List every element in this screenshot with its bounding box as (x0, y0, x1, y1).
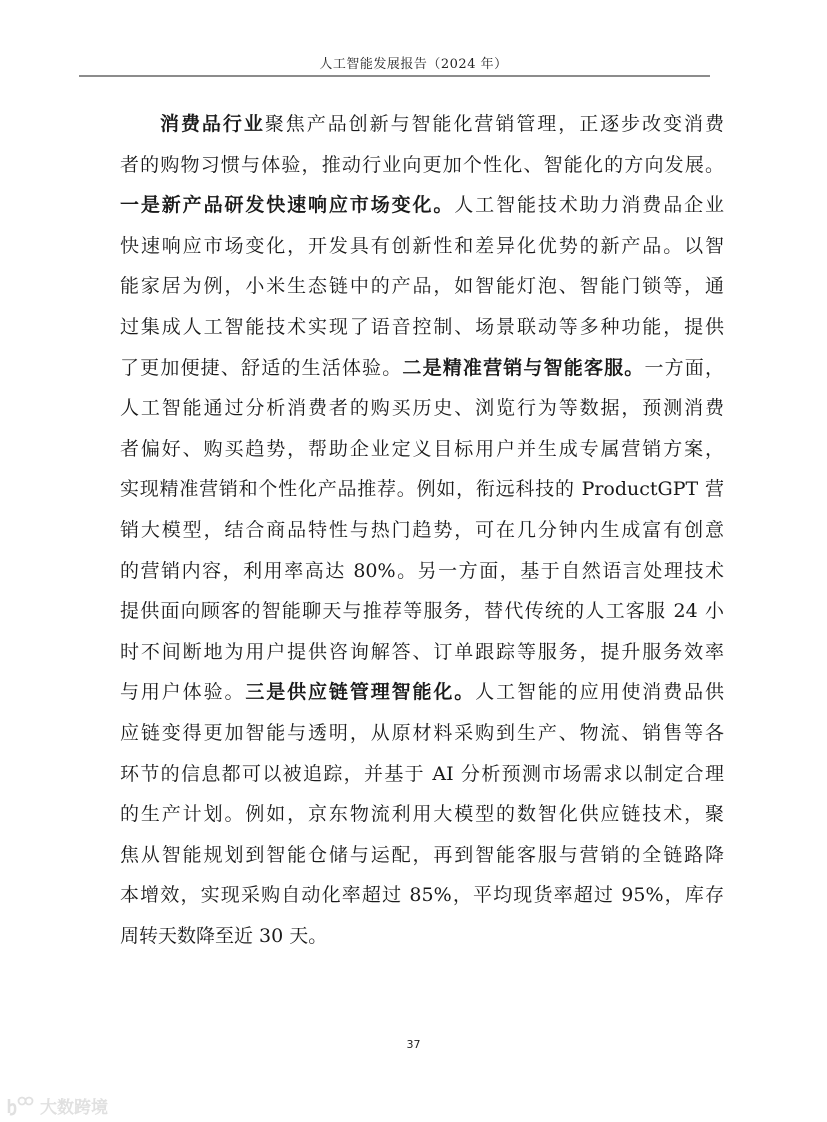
text-line (120, 794, 724, 835)
text-line (120, 469, 724, 510)
text-line (120, 185, 724, 226)
text-line (120, 307, 724, 348)
text-line (120, 875, 724, 916)
bold-heading-text: 三是供应链管理智能化。 (245, 681, 476, 704)
body-text-run: 一方面， (644, 356, 724, 379)
body-text-run: 应链变得更加智能与透明，从原材料采购到生产、物流、销售等各 (120, 721, 724, 744)
text-line (120, 429, 724, 470)
bold-heading-text: 二是精准营销与智能客服。 (402, 356, 645, 379)
text-line (120, 104, 724, 145)
brand-logo-icon (6, 1095, 34, 1117)
watermark-text: 大数跨境 (40, 1098, 108, 1118)
text-line (120, 632, 724, 673)
text-line (120, 145, 724, 186)
bold-heading-text: 消费品行业 (160, 113, 265, 135)
body-text-run: 人工智能的应用使消费品供 (475, 681, 724, 704)
body-paragraph (120, 104, 724, 956)
text-line (120, 348, 724, 389)
body-text-run: 者的购物习惯与体验，推动行业向更加个性化、智能化的方向发展。 (120, 153, 724, 176)
text-line (120, 713, 724, 754)
body-text-run: 环节的信息都可以被追踪，并基于 AI 分析预测市场需求以制定合理 (120, 762, 724, 785)
watermark (6, 1093, 108, 1118)
body-text-run: 聚焦产品创新与智能化营销管理，正逐步改变消费 (264, 113, 724, 135)
body-text-run: 时不间断地为用户提供咨询解答、订单跟踪等服务，提升服务效率 (120, 640, 724, 663)
body-text-run: 与用户体验。 (120, 681, 246, 704)
body-text-run: 人工智能通过分析消费者的购买历史、浏览行为等数据，预测消费 (120, 397, 724, 420)
body-text-run: 的生产计划。例如，京东物流利用大模型的数智化供应链技术，聚 (120, 803, 724, 826)
body-text-run: 人工智能技术助力消费品企业 (454, 194, 724, 217)
body-text-run: 焦从智能规划到智能仓储与运配，再到智能客服与营销的全链路降 (120, 843, 724, 866)
body-text-run: 销大模型，结合商品特性与热门趋势，可在几分钟内生成富有创意 (120, 518, 724, 541)
body-text-run: 了更加便捷、舒适的生活体验。 (120, 356, 403, 379)
running-header-title: 人工智能发展报告（2024 年） (319, 57, 508, 72)
body-text-run: 过集成人工智能技术实现了语音控制、场景联动等多种功能，提供 (120, 315, 724, 338)
bold-heading-text: 一是新产品研发快速响应市场变化。 (120, 194, 455, 217)
text-line (120, 591, 724, 632)
text-line (120, 266, 724, 307)
text-line (120, 510, 724, 551)
text-line (120, 916, 724, 957)
body-text-run: 能家居为例，小米生态链中的产品，如智能灯泡、智能门锁等，通 (120, 275, 724, 298)
body-text-run: 提供面向顾客的智能聊天与推荐等服务，替代传统的人工客服 24 小 (120, 600, 724, 623)
body-text-run: 实现精准营销和个性化产品推荐。例如，衔远科技的 ProductGPT 营 (120, 478, 724, 501)
body-text-run: 者偏好、购买趋势，帮助企业定义目标用户并生成专属营销方案， (120, 437, 724, 460)
text-line (120, 672, 724, 713)
body-text-run: 周转天数降至近 30 天。 (120, 924, 328, 947)
page-number: 37 (406, 1038, 421, 1051)
text-line (120, 388, 724, 429)
text-line (120, 226, 724, 267)
body-text-run: 本增效，实现采购自动化率超过 85%，平均现货率超过 95%，库存 (120, 884, 724, 907)
body-text-run: 快速响应市场变化，开发具有创新性和差异化优势的新产品。以智 (120, 234, 724, 257)
text-line (120, 835, 724, 876)
body-text-run: 的营销内容，利用率高达 80%。另一方面，基于自然语言处理技术 (120, 559, 724, 582)
header-divider (79, 75, 710, 77)
text-line (120, 551, 724, 592)
text-line (120, 754, 724, 795)
